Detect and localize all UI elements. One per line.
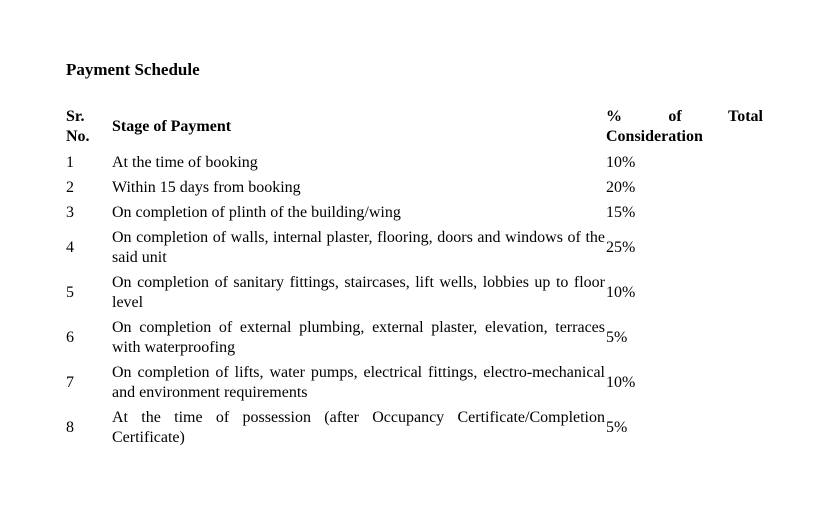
header-percent — [605, 104, 767, 150]
header-sr-line2: No. — [66, 128, 90, 145]
table-row — [63, 270, 767, 315]
row-percent: 5% — [606, 328, 628, 346]
header-percent-line1 — [606, 107, 763, 127]
table-row — [63, 175, 767, 200]
row-percent: 20% — [606, 178, 636, 196]
row-percent: 10% — [606, 283, 636, 301]
header-sr-line1: Sr. — [66, 108, 85, 125]
table-row — [63, 225, 767, 270]
row-sr: 8 — [66, 418, 74, 436]
row-percent: 25% — [606, 238, 636, 256]
row-stage: At the time of possession (after Occupancy Certificate/Completion Certificate) — [112, 408, 605, 446]
document-title: Payment Schedule — [66, 60, 200, 79]
row-sr: 5 — [66, 283, 74, 301]
row-sr: 6 — [66, 328, 74, 346]
row-stage: On completion of walls, internal plaster, flooring, doors and windows of the said unit — [112, 228, 605, 266]
header-percent-sign: % — [606, 108, 622, 125]
row-sr: 3 — [66, 203, 74, 221]
row-percent: 15% — [606, 203, 636, 221]
row-stage: On completion of external plumbing, external plaster, elevation, terraces with waterproofing — [112, 318, 605, 356]
row-stage: At the time of booking — [112, 153, 258, 171]
row-sr: 2 — [66, 178, 74, 196]
header-percent-of: of — [668, 108, 682, 125]
row-percent: 5% — [606, 418, 628, 436]
row-sr: 1 — [66, 153, 74, 171]
table-row — [63, 200, 767, 225]
header-percent-total: Total — [728, 108, 763, 125]
header-sr-no — [63, 104, 109, 150]
table-row — [63, 315, 767, 360]
row-stage: On completion of plinth of the building/wing — [112, 203, 401, 221]
row-stage: On completion of sanitary fittings, staircases, lift wells, lobbies up to floor level — [112, 273, 605, 311]
table-row — [63, 360, 767, 405]
table-row — [63, 405, 767, 450]
row-stage: Within 15 days from booking — [112, 178, 301, 196]
header-stage: Stage of Payment — [112, 118, 232, 135]
row-sr: 7 — [66, 373, 74, 391]
table-header-row — [63, 104, 767, 150]
row-sr: 4 — [66, 238, 74, 256]
header-percent-line2: Consideration — [606, 128, 703, 145]
row-percent: 10% — [606, 373, 636, 391]
payment-schedule-table — [63, 104, 767, 450]
row-percent: 10% — [606, 153, 636, 171]
table-row — [63, 150, 767, 175]
row-stage: On completion of lifts, water pumps, electrical fittings, electro-mechanical and environment requirements — [112, 363, 605, 401]
